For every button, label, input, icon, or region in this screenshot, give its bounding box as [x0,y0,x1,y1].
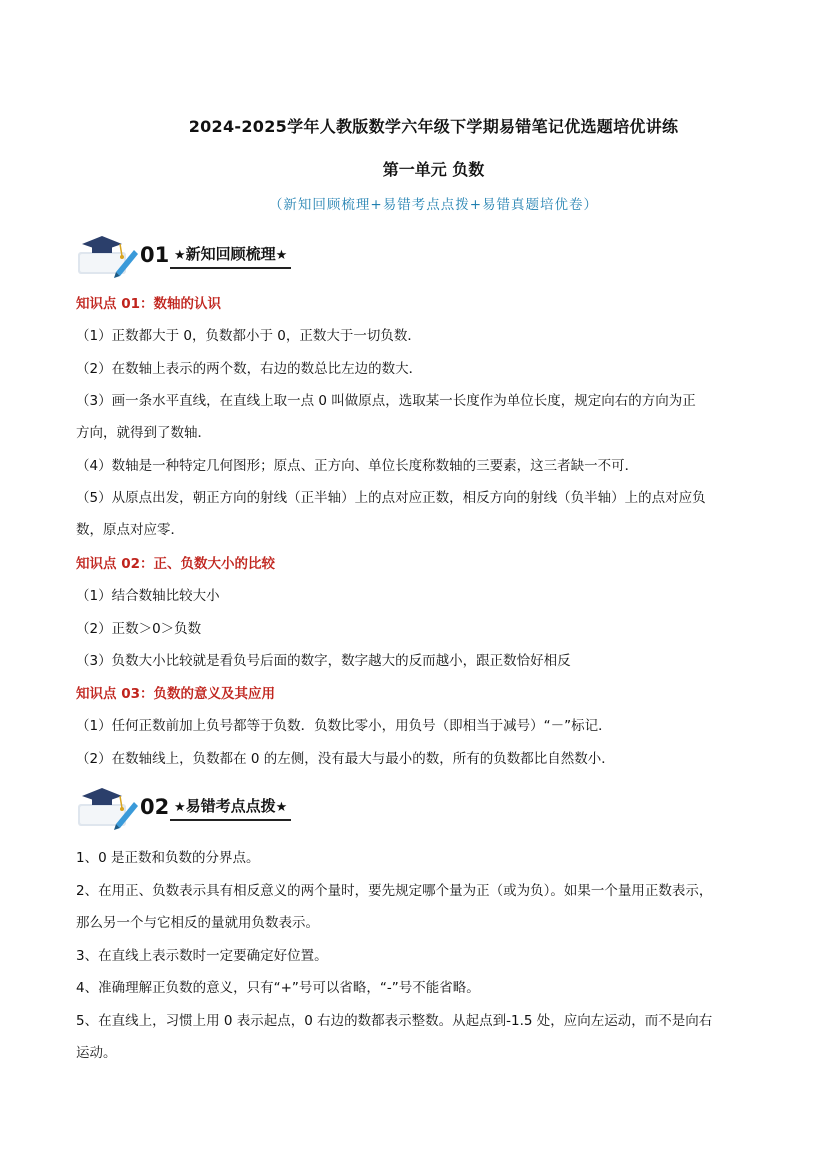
text-line: （1）任何正数前加上负号都等于负数．负数比零小，用负号（即相当于减号）“－”标记． [76,718,612,734]
graduation-cap-pen-icon [76,234,142,278]
section-number: 02 [140,795,170,819]
text-line: 3、在直线上表示数时一定要确定好位置。 [76,948,328,964]
section-label: 新知回顾梳理 [185,245,276,263]
section-label-box [170,241,291,269]
document-subtitle: 第一单元 负数 [382,160,485,179]
text-line: 数，原点对应零． [76,522,184,538]
text-line: （1）正数都大于 0，负数都小于 0，正数大于一切负数． [76,328,421,344]
knowledge-point-title: 知识点 03：负数的意义及其应用 [76,686,275,702]
star-icon: ★ [174,800,186,815]
section-label: 易错考点点拨 [185,797,276,815]
text-line: 4、准确理解正负数的意义，只有“+”号可以省略，“-”号不能省略。 [76,980,480,996]
star-icon: ★ [174,248,186,263]
star-icon: ★ [275,800,288,815]
text-line: （1）结合数轴比较大小 [76,588,220,604]
section-number: 01 [140,243,170,267]
graduation-cap-pen-icon [76,786,142,830]
text-line: 1、0 是正数和负数的分界点。 [76,850,260,866]
document-tagline: （新知回顾梳理+易错考点点拨+易错真题培优卷） [268,197,599,213]
text-line: 那么另一个与它相反的量就用负数表示。 [76,915,319,931]
section-02-header [76,786,316,826]
text-line: 2、在用正、负数表示具有相反意义的两个量时，要先规定哪个量为正（或为负）。如果一个量用正数表示， [76,883,713,899]
text-line: 方向，就得到了数轴． [76,425,211,441]
section-01-header [76,234,316,274]
text-line: （4）数轴是一种特定几何图形；原点、正方向、单位长度称数轴的三要素，这三者缺一不可． [76,458,639,474]
section-label-box [170,793,291,821]
text-line: （2）在数轴线上，负数都在 0 的左侧，没有最大与最小的数，所有的负数都比自然数小． [76,751,615,767]
star-icon: ★ [275,248,288,263]
text-line: 运动。 [76,1045,117,1061]
text-line: （2）在数轴上表示的两个数，右边的数总比左边的数大． [76,361,423,377]
knowledge-point-title: 知识点 02：正、负数大小的比较 [76,556,275,572]
document-title: 2024-2025学年人教版数学六年级下学期易错笔记优选题培优讲练 [188,117,679,136]
knowledge-point-title: 知识点 01：数轴的认识 [76,296,221,312]
text-line: （5）从原点出发，朝正方向的射线（正半轴）上的点对应正数，相反方向的射线（负半轴）上的点对应负 [76,490,706,506]
text-line: 5、在直线上，习惯上用 0 表示起点，0 右边的数都表示整数。从起点到-1.5 处，应向左运动，而不是向右 [76,1013,713,1029]
text-line: （2）正数＞0＞负数 [76,621,202,637]
text-line: （3）负数大小比较就是看负号后面的数字，数字越大的反而越小，跟正数恰好相反 [76,653,571,669]
text-line: （3）画一条水平直线，在直线上取一点 0 叫做原点，选取某一长度作为单位长度，规定向右的方向为正 [76,393,696,409]
